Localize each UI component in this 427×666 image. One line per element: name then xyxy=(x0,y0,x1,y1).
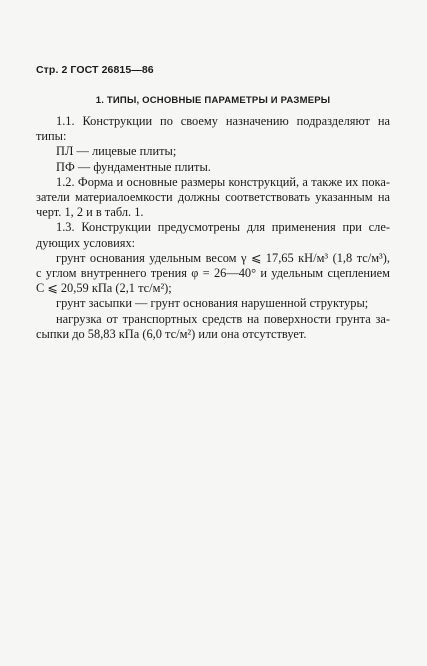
condition-3-line-2: сыпки до 58,83 кПа (6,0 тс/м²) или она отсутствует. xyxy=(36,326,307,341)
paragraph-1-2-line-2: затели материалоемкости должны соответствовать указанным на xyxy=(36,190,390,205)
condition-3-line-1: нагрузка от транспортных средств на поверхности грунта за- xyxy=(56,311,390,326)
type-pf-item: ПФ — фундаментные плиты. xyxy=(56,159,211,174)
paragraph-1-3-line-1: 1.3. Конструкции предусмотрены для применения при сле- xyxy=(56,220,390,235)
paragraph-1-1-line-2: типы: xyxy=(36,129,67,144)
condition-1-line-3: С ⩽ 20,59 кПа (2,1 тс/м²); xyxy=(36,281,172,296)
section-title: 1. ТИПЫ, ОСНОВНЫЕ ПАРАМЕТРЫ И РАЗМЕРЫ xyxy=(95,95,331,106)
condition-1-line-1: грунт основания удельным весом γ ⩽ 17,65 кН/м³ (1,8 тс/м³), xyxy=(56,250,390,265)
paragraph-1-1-line-1: 1.1. Конструкции по своему назначению подразделяют на xyxy=(56,114,390,128)
page-header: Стр. 2 ГОСТ 26815—86 xyxy=(36,64,154,76)
document-body xyxy=(36,114,390,342)
paragraph-1-2-line-3: черт. 1, 2 и в табл. 1. xyxy=(36,205,144,220)
condition-1-line-2: с углом внутреннего трения φ = 26—40° и удельным сцеплением xyxy=(36,266,390,281)
paragraph-1-2-line-1: 1.2. Форма и основные размеры конструкций, а также их пока- xyxy=(56,174,390,189)
paragraph-1-3-line-2: дующих условиях: xyxy=(36,235,136,250)
condition-2: грунт засыпки — грунт основания нарушенной структуры; xyxy=(56,296,369,311)
type-pl-item: ПЛ — лицевые плиты; xyxy=(56,144,177,159)
